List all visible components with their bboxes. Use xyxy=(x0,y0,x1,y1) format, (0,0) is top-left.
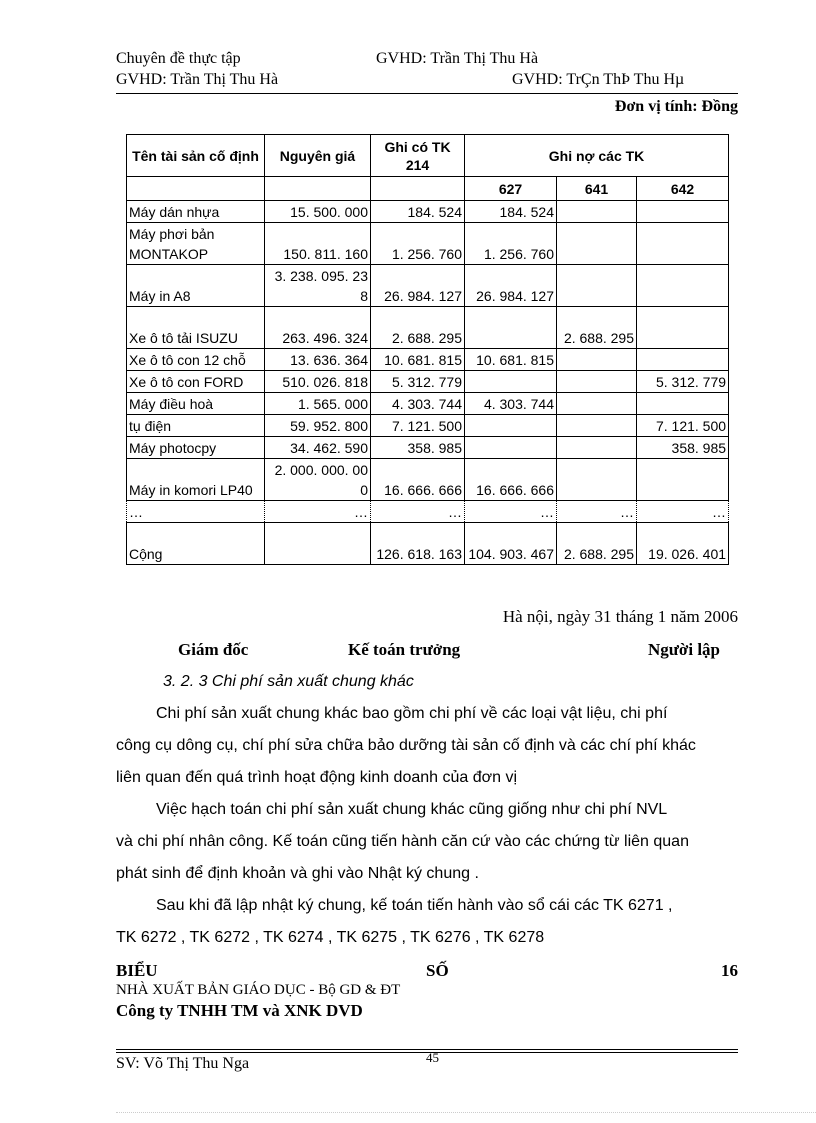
cell-debit-627 xyxy=(465,437,557,459)
cell-asset-name: … xyxy=(127,501,265,523)
date-line: Hà nội, ngày 31 tháng 1 năm 2006 xyxy=(502,607,738,626)
cell-credit-214: 26. 984. 127 xyxy=(371,265,465,307)
total-debit-641: 2. 688. 295 xyxy=(557,523,637,565)
cell-debit-627 xyxy=(465,307,557,349)
cell-debit-627: 4. 303. 744 xyxy=(465,393,557,415)
cell-original-cost: 34. 462. 590 xyxy=(265,437,371,459)
cell-debit-627: 10. 681. 815 xyxy=(465,349,557,371)
cell-debit-642 xyxy=(637,201,729,223)
depreciation-table xyxy=(126,134,729,565)
paragraph-line: liên quan đến quá trình hoạt động kinh doanh của đơn vị xyxy=(116,769,518,786)
cell-debit-627: 1. 256. 760 xyxy=(465,223,557,265)
company-name: Công ty TNHH TM và XNK DVD xyxy=(116,1001,363,1020)
cell-original-cost: … xyxy=(265,501,371,523)
cell-asset-name: tụ điện xyxy=(127,415,265,437)
table-total-row xyxy=(127,523,729,565)
section-heading: 3. 2. 3 Chi phí sản xuất chung khác xyxy=(163,673,414,690)
cell-original-cost: 2. 000. 000. 000 xyxy=(265,459,371,501)
cell-asset-name: Xe ô tô con 12 chỗ xyxy=(127,349,265,371)
paragraph-line: phát sinh để định khoản và ghi vào Nhật ký chung . xyxy=(116,865,479,882)
signature-preparer: Người lập xyxy=(647,640,720,659)
cell-debit-641: … xyxy=(557,501,637,523)
header-course-title: Chuyên đề thực tập xyxy=(116,50,241,67)
col-header-asset-name: Tên tài sản cố định xyxy=(127,135,265,177)
table-row xyxy=(127,459,729,501)
table-row xyxy=(127,415,729,437)
cell-debit-642: 5. 312. 779 xyxy=(637,371,729,393)
paragraph-1 xyxy=(116,698,740,794)
col-header-original-cost: Nguyên giá xyxy=(265,135,371,177)
signature-director: Giám đốc xyxy=(178,640,249,659)
cell-debit-641 xyxy=(557,459,637,501)
cell-debit-641 xyxy=(557,201,637,223)
cell-credit-214: 184. 524 xyxy=(371,201,465,223)
unit-label: Đơn vị tính: Đồng xyxy=(614,98,738,115)
cell-credit-214: 5. 312. 779 xyxy=(371,371,465,393)
cell-asset-name: Xe ô tô con FORD xyxy=(127,371,265,393)
table-row xyxy=(127,349,729,371)
cell-debit-641 xyxy=(557,265,637,307)
cell-asset-name: Xe ô tô tải ISUZU xyxy=(127,307,265,349)
cell-asset-name: Máy in A8 xyxy=(127,265,265,307)
paragraph-line: công cụ dông cụ, chí phí sửa chữa bảo dưỡng tài sản cố định và các chí phí khác xyxy=(116,737,696,754)
cell-credit-214: 7. 121. 500 xyxy=(371,415,465,437)
cell-debit-642 xyxy=(637,459,729,501)
cell-debit-627 xyxy=(465,371,557,393)
cell-debit-641: 2. 688. 295 xyxy=(557,307,637,349)
paragraph-line: Việc hạch toán chi phí sản xuất chung khác cũng giống như chi phí NVL xyxy=(156,801,668,818)
cell-asset-name: Máy dán nhựa xyxy=(127,201,265,223)
paragraph-line: Chi phí sản xuất chung khác bao gồm chi phí về các loại vật liệu, chi phí xyxy=(156,705,668,722)
cell-original-cost: 1. 565. 000 xyxy=(265,393,371,415)
appendix-word-bieu: BIỂU xyxy=(116,961,158,980)
cell-debit-627: 16. 666. 666 xyxy=(465,459,557,501)
cell-debit-642 xyxy=(637,223,729,265)
cell-original-cost: 510. 026. 818 xyxy=(265,371,371,393)
cell-credit-214: 4. 303. 744 xyxy=(371,393,465,415)
total-debit-627: 104. 903. 467 xyxy=(465,523,557,565)
cell-asset-name: Máy phơi bản MONTAKOP xyxy=(127,223,265,265)
table-row xyxy=(127,265,729,307)
cell-debit-641 xyxy=(557,437,637,459)
cell-credit-214: 1. 256. 760 xyxy=(371,223,465,265)
cell-credit-214: 2. 688. 295 xyxy=(371,307,465,349)
appendix-number: 16 xyxy=(721,961,738,980)
paragraph-2 xyxy=(116,794,740,890)
sub-header-empty xyxy=(265,177,371,201)
cell-credit-214: 10. 681. 815 xyxy=(371,349,465,371)
cell-debit-642 xyxy=(637,393,729,415)
cell-credit-214: 16. 666. 666 xyxy=(371,459,465,501)
cell-original-cost: 3. 238. 095. 238 xyxy=(265,265,371,307)
cell-debit-627: … xyxy=(465,501,557,523)
cell-debit-642: 7. 121. 500 xyxy=(637,415,729,437)
cell-credit-214: 358. 985 xyxy=(371,437,465,459)
cell-original-cost: 15. 500. 000 xyxy=(265,201,371,223)
sub-header-641: 641 xyxy=(557,177,637,201)
header-rule xyxy=(116,93,738,94)
total-credit-214: 126. 618. 163 xyxy=(371,523,465,565)
cell-debit-641 xyxy=(557,415,637,437)
table-row xyxy=(127,201,729,223)
sub-header-642: 642 xyxy=(637,177,729,201)
cell-debit-642 xyxy=(637,307,729,349)
cell-debit-642 xyxy=(637,349,729,371)
paragraph-line: Sau khi đã lập nhật ký chung, kế toán tiến hành vào sổ cái các TK 6271 , xyxy=(156,897,673,914)
table-row xyxy=(127,437,729,459)
table-row xyxy=(127,501,729,523)
header-supervisor: GVHD: Trần Thị Thu Hà xyxy=(376,50,539,67)
table-row xyxy=(127,393,729,415)
publisher-line: NHÀ XUẤT BẢN GIÁO DỤC - Bộ GD & ĐT xyxy=(116,982,401,998)
header-supervisor-garbled: GVHD: TrÇn ThÞ Thu Hµ xyxy=(512,71,685,88)
paragraph-3 xyxy=(116,890,740,954)
cell-original-cost: 13. 636. 364 xyxy=(265,349,371,371)
sub-header-empty xyxy=(127,177,265,201)
page-edge-dotted-line xyxy=(116,1112,816,1113)
appendix-word-so: SỐ xyxy=(426,961,449,980)
paragraph-line: TK 6272 , TK 6272 , TK 6274 , TK 6275 , TK 6276 , TK 6278 xyxy=(116,929,545,946)
cell-debit-642: … xyxy=(637,501,729,523)
cell-asset-name: Máy in komori LP40 xyxy=(127,459,265,501)
cell-asset-name: Máy photocpy xyxy=(127,437,265,459)
table-row xyxy=(127,223,729,265)
cell-debit-627: 26. 984. 127 xyxy=(465,265,557,307)
table-row xyxy=(127,371,729,393)
total-original-cost xyxy=(265,523,371,565)
cell-debit-627 xyxy=(465,415,557,437)
cell-original-cost: 263. 496. 324 xyxy=(265,307,371,349)
cell-debit-641 xyxy=(557,371,637,393)
cell-credit-214: … xyxy=(371,501,465,523)
cell-original-cost: 150. 811. 160 xyxy=(265,223,371,265)
total-debit-642: 19. 026. 401 xyxy=(637,523,729,565)
cell-debit-641 xyxy=(557,223,637,265)
footer-student: SV: Võ Thị Thu Nga xyxy=(116,1055,250,1072)
paragraph-line: và chi phí nhân công. Kế toán cũng tiến hành căn cứ vào các chứng từ liên quan xyxy=(116,833,689,850)
sub-header-627: 627 xyxy=(465,177,557,201)
header-supervisor-left: GVHD: Trần Thị Thu Hà xyxy=(116,71,279,88)
table-row xyxy=(127,307,729,349)
signature-chief-accountant: Kế toán trưởng xyxy=(348,640,461,659)
cell-debit-642 xyxy=(637,265,729,307)
cell-debit-627: 184. 524 xyxy=(465,201,557,223)
cell-original-cost: 59. 952. 800 xyxy=(265,415,371,437)
cell-debit-641 xyxy=(557,393,637,415)
cell-asset-name: Máy điều hoà xyxy=(127,393,265,415)
cell-debit-641 xyxy=(557,349,637,371)
col-header-credit-214: Ghi có TK 214 xyxy=(371,135,465,177)
cell-debit-642: 358. 985 xyxy=(637,437,729,459)
sub-header-empty xyxy=(371,177,465,201)
footer-page-number: 45 xyxy=(426,1050,439,1065)
total-label: Cộng xyxy=(127,523,265,565)
col-header-debit-accounts: Ghi nợ các TK xyxy=(465,135,729,177)
